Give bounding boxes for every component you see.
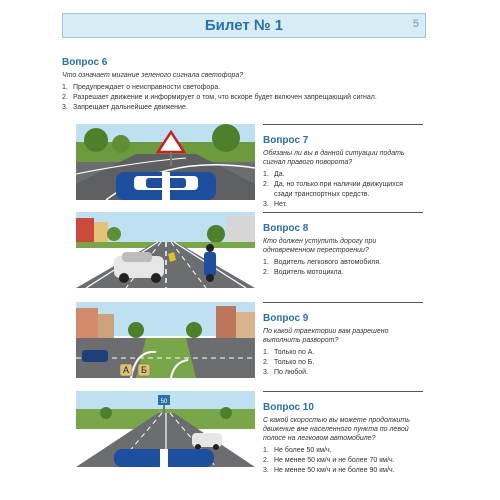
label-b: Б	[141, 365, 147, 375]
label-a: А	[122, 365, 130, 375]
answer-list	[263, 446, 423, 476]
answer-option[interactable]: 1. Да.	[263, 171, 285, 178]
question-title: Вопрос 7	[263, 135, 309, 146]
question-6	[62, 57, 432, 113]
answer-list	[263, 258, 423, 278]
question-text: С какой скоростью вы можете продолжить движение вне населенного пункта по левой полосе на легковом автомобиле?	[263, 417, 410, 442]
question-title: Вопрос 10	[263, 402, 314, 413]
answer-option[interactable]: 2. Не менее 50 км/ч и не более 70 км/ч.	[263, 457, 395, 464]
question-text-block	[263, 391, 423, 476]
answer-list	[62, 83, 432, 113]
answer-option[interactable]: 3. По любой.	[263, 369, 308, 376]
scene-image-q8	[76, 212, 255, 288]
answer-option[interactable]: 3. Запрещает дальнейшее движение.	[62, 104, 188, 111]
question-text: Обязаны ли вы в данной ситуации подать сигнал правого поворота?	[263, 150, 405, 166]
question-text: По какой траектории вам разрешено выполнить разворот?	[263, 328, 389, 344]
scene-image-q9	[76, 302, 255, 378]
answer-option[interactable]: 1. Водитель легкового автомобиля.	[263, 259, 382, 266]
question-text-block	[263, 302, 423, 378]
answer-list	[263, 170, 423, 210]
ticket-header	[62, 13, 426, 38]
answer-option[interactable]: 2. Водитель мотоцикла.	[263, 269, 344, 276]
question-9	[76, 302, 424, 378]
answer-option[interactable]: 1. Предупреждает о неисправности светофора.	[62, 84, 221, 91]
question-text: Кто должен уступить дорогу при одновременном перестроении?	[263, 238, 377, 254]
question-8	[76, 212, 424, 288]
answer-option[interactable]: 2. Разрешает движение и информирует о том, что вскоре будет включен запрещающий сигнал.	[62, 94, 377, 101]
scene-image-q10	[76, 391, 255, 467]
speed-sign-label: 50	[160, 399, 168, 405]
answer-list	[263, 348, 423, 378]
question-text-block	[263, 124, 423, 210]
answer-option[interactable]: 1. Не более 50 км/ч.	[263, 447, 332, 454]
answer-option[interactable]: 1. Только по А.	[263, 349, 315, 356]
answer-option[interactable]: 2. Только по Б.	[263, 359, 315, 366]
question-10	[76, 391, 424, 474]
page-number: 5	[412, 18, 419, 30]
answer-option[interactable]: 3. Нет.	[263, 201, 288, 208]
question-text-block	[263, 212, 423, 278]
scene-image-q7	[76, 124, 255, 200]
question-title: Вопрос 9	[263, 313, 309, 324]
ticket-title: Билет № 1	[204, 17, 284, 34]
question-7	[76, 124, 424, 208]
question-title: Вопрос 8	[263, 223, 309, 234]
question-title: Вопрос 6	[62, 57, 108, 68]
question-text: Что означает мигание зеленого сигнала светофора?	[62, 72, 244, 79]
answer-option[interactable]: 2. Да, но только при наличии движущихся сзади транспортных средств.	[263, 181, 403, 198]
answer-option[interactable]: 3. Не менее 50 км/ч и не более 90 км/ч.	[263, 467, 395, 474]
